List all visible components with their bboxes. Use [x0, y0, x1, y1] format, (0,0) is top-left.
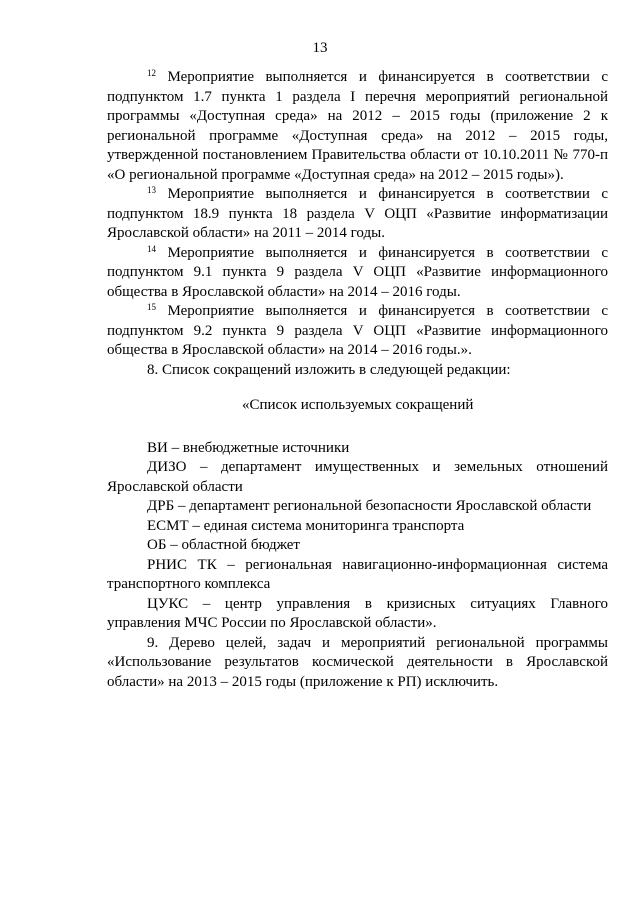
- footnote-mark: 12: [147, 68, 156, 78]
- footnote-mark: 14: [147, 243, 156, 254]
- footnote-12: [107, 68, 608, 185]
- abbreviation-dizo: ДИЗО – департамент имущественных и земельных отношений Ярославской области: [107, 459, 608, 495]
- document-body: [107, 68, 608, 692]
- abbreviation-esmt: ЕСМТ – единая система мониторинга транспорта: [147, 517, 465, 534]
- footnote-13: [107, 185, 608, 244]
- page-number: 13: [312, 40, 328, 56]
- footnote-text: Мероприятие выполняется и финансируется в соответствии с подпунктом 1.7 пункта 1 раздела I перечня мероприятий региональной программы «Доступная среда» на 2012 – 2015 годы (приложение 2 к региональной программе «Доступная среда» на 2012 – 2015 годы, утвержденной постановлением Правительства области от 10.10.2011 № 770-п «О региональной программе «Доступная среда» на 2012 – 2015 годы»).: [107, 69, 608, 183]
- footnote-mark: 13: [147, 185, 156, 195]
- abbreviation-drb: ДРБ – департамент региональной безопасности Ярославской области: [147, 498, 592, 514]
- abbreviation-vi: ВИ – внебюджетные источники: [147, 439, 350, 456]
- footnote-14: [107, 244, 608, 303]
- footnote-text: Мероприятие выполняется и финансируется в соответствии с подпунктом 9.1 пункта 9 раздела V ОЦП «Развитие информационного общества в Ярославской области» на 2014 – 2016 годы.: [107, 244, 608, 300]
- abbreviations-list-title: «Список используемых сокращений: [242, 397, 474, 413]
- footnote-15: [107, 302, 608, 361]
- item-9: 9. Дерево целей, задач и мероприятий региональной программы «Использование результатов космической деятельности в Ярославской области» на 2013 – 2015 годы (приложение к РП) исключить.: [107, 634, 608, 690]
- abbreviation-ob: ОБ – областной бюджет: [147, 537, 300, 553]
- item-8: 8. Список сокращений изложить в следующей редакции:: [147, 361, 511, 378]
- abbreviation-rnis-tk: РНИС ТК – региональная навигационно-информационная система транспортного комплекса: [107, 556, 608, 592]
- abbreviation-tsuks: ЦУКС – центр управления в кризисных ситуациях Главного управления МЧС России по Ярославской области».: [107, 595, 608, 631]
- footnote-text: Мероприятие выполняется и финансируется в соответствии с подпунктом 9.2 пункта 9 раздела V ОЦП «Развитие информационного общества в Ярославской области» на 2014 – 2016 годы.».: [107, 303, 608, 358]
- footnote-text: Мероприятие выполняется и финансируется в соответствии с подпунктом 18.9 пункта 18 раздела V ОЦП «Развитие информатизации Ярославской области» на 2011 – 2014 годы.: [107, 186, 608, 241]
- footnote-mark: 15: [147, 302, 156, 312]
